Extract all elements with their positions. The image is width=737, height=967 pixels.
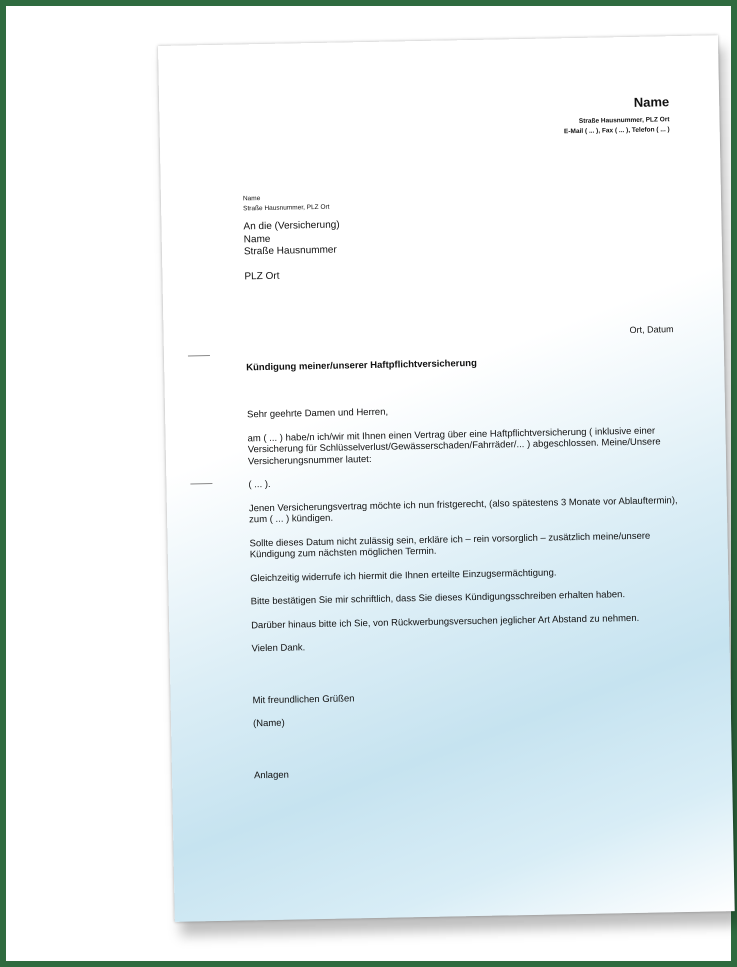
salutation: Sehr geehrte Damen und Herren, <box>246 406 389 421</box>
return-address-name: Name <box>242 195 261 203</box>
sender-block <box>563 94 669 137</box>
closing: Mit freundlichen Grüßen <box>252 692 355 706</box>
letter-body <box>247 401 694 793</box>
signature: (Name) <box>252 717 285 730</box>
letter-subject: Kündigung meiner/unserer Haftpflichtversicherung <box>246 357 477 374</box>
recipient-line-2: Name <box>243 233 271 245</box>
paragraph-3: Jenen Versicherungsvertrag möchte ich nun fristgerecht, (also spätestens 3 Monate vor Ablauftermin), zum ( ... ) kündigen. <box>248 494 678 526</box>
return-address-street: Straße Hausnummer, PLZ Ort <box>243 203 330 213</box>
fold-mark-middle <box>190 483 212 484</box>
paragraph-2: ( ... ). <box>248 478 271 491</box>
paragraph-5: Gleichzeitig widerrufe ich hiermit die Ihnen erteilte Einzugsermächtigung. <box>250 566 557 584</box>
recipient-block <box>243 220 340 284</box>
paragraph-8: Vielen Dank. <box>251 642 306 655</box>
paragraph-6: Bitte bestätigen Sie mir schriftlich, dass Sie dieses Kündigungsschreiben erhalten haben. <box>250 589 626 608</box>
return-address <box>243 193 330 215</box>
sender-address: Straße Hausnummer, PLZ Ort <box>578 116 670 125</box>
recipient-line-1: An die (Versicherung) <box>243 219 340 233</box>
sender-contact: E-Mail ( ... ), Fax ( ... ), Telefon ( ... ) <box>563 126 670 136</box>
fold-mark-top <box>188 355 210 356</box>
paragraph-4: Sollte dieses Datum nicht zulässig sein, erkläre ich – rein vorsorglich – zusätzlich meine/unsere Kündigung zum nächsten möglichen Termin. <box>249 530 651 561</box>
sender-name: Name <box>633 94 670 110</box>
place-date: Ort, Datum <box>629 324 674 335</box>
recipient-line-3: Straße Hausnummer <box>243 244 337 258</box>
enclosures: Anlagen <box>253 769 289 781</box>
paragraph-7: Darüber hinaus bitte ich Sie, von Rückwerbungsversuchen jeglicher Art Abstand zu nehmen. <box>251 612 640 631</box>
recipient-line-4: PLZ Ort <box>244 270 280 282</box>
letter-page <box>158 35 735 922</box>
paragraph-1: am ( ... ) habe/n ich/wir mit Ihnen einen Vertrag über eine Haftpflichtversicherung ( inklusive einer Versicherung für Schlüsselverlust/Gewässerschaden/Fahrräder/... ) abgeschlossen. Meine/Unsere Versicherungsnummer lautet: <box>247 425 661 467</box>
